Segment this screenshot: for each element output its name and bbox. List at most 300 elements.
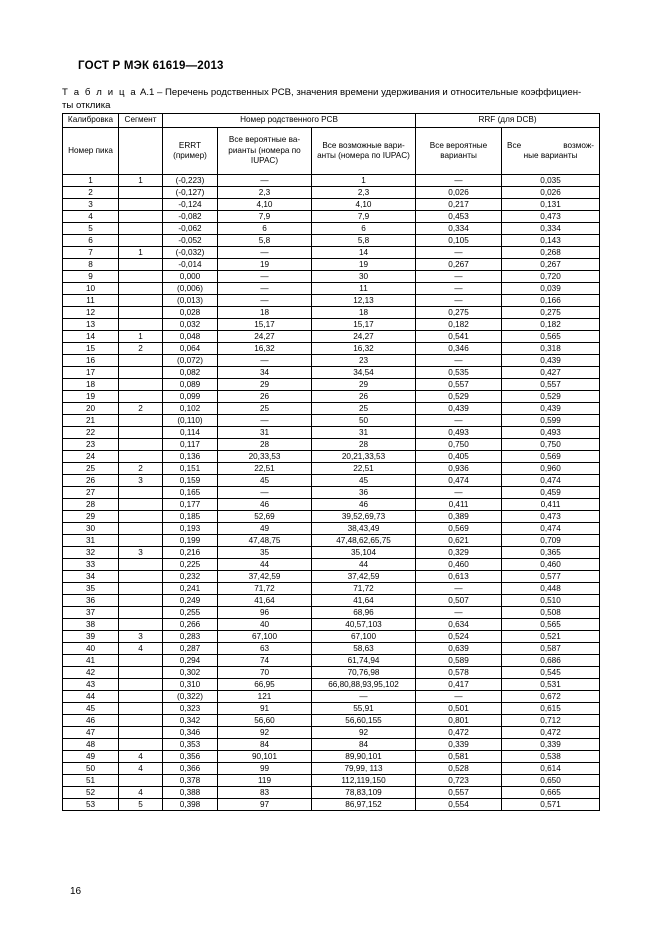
cell-all-rrf: 0,531 <box>502 679 600 691</box>
cell-probable-rrf: — <box>416 607 502 619</box>
table-row <box>63 463 600 475</box>
cell-errt: 0,099 <box>163 391 218 403</box>
cell-segment: 1 <box>119 175 163 187</box>
cell-probable-iupac: 90,101 <box>218 751 312 763</box>
cell-all-iupac: 26 <box>312 391 416 403</box>
cell-peak-no: 48 <box>63 739 119 751</box>
cell-segment <box>119 379 163 391</box>
cell-peak-no: 16 <box>63 355 119 367</box>
cell-errt: 0,177 <box>163 499 218 511</box>
header-errt-title: ERRT <box>178 140 202 150</box>
cell-segment <box>119 451 163 463</box>
cell-probable-rrf: 0,557 <box>416 787 502 799</box>
cell-probable-rrf: 0,217 <box>416 199 502 211</box>
cell-all-iupac: 12,13 <box>312 295 416 307</box>
cell-errt: 0,165 <box>163 487 218 499</box>
cell-all-rrf: 0,474 <box>502 523 600 535</box>
cell-probable-iupac: — <box>218 415 312 427</box>
cell-probable-iupac: 41,64 <box>218 595 312 607</box>
cell-peak-no: 39 <box>63 631 119 643</box>
header-rrf: RRF (для DCB) <box>416 114 600 128</box>
cell-probable-rrf: 0,750 <box>416 439 502 451</box>
cell-probable-iupac: 18 <box>218 307 312 319</box>
cell-probable-iupac: 34 <box>218 367 312 379</box>
cell-all-iupac: 67,100 <box>312 631 416 643</box>
cell-probable-iupac: — <box>218 175 312 187</box>
cell-peak-no: 38 <box>63 619 119 631</box>
cell-probable-rrf: — <box>416 415 502 427</box>
cell-probable-iupac: 56,60 <box>218 715 312 727</box>
header-segment-blank <box>119 128 163 175</box>
table-sub-header-row <box>63 128 600 175</box>
cell-probable-rrf: 0,507 <box>416 595 502 607</box>
cell-peak-no: 32 <box>63 547 119 559</box>
cell-probable-iupac: 97 <box>218 799 312 811</box>
cell-errt: 0,398 <box>163 799 218 811</box>
table-row <box>63 619 600 631</box>
cell-peak-no: 4 <box>63 211 119 223</box>
cell-errt: -0,014 <box>163 259 218 271</box>
cell-all-iupac: 71,72 <box>312 583 416 595</box>
cell-all-iupac: 16,32 <box>312 343 416 355</box>
cell-all-rrf: 0,334 <box>502 223 600 235</box>
cell-all-iupac: 46 <box>312 499 416 511</box>
table-row <box>63 487 600 499</box>
cell-segment <box>119 307 163 319</box>
table-row <box>63 655 600 667</box>
cell-probable-rrf: — <box>416 283 502 295</box>
cell-peak-no: 21 <box>63 415 119 427</box>
cell-probable-iupac: — <box>218 295 312 307</box>
cell-probable-rrf: 0,578 <box>416 667 502 679</box>
cell-all-rrf: 0,039 <box>502 283 600 295</box>
cell-segment <box>119 679 163 691</box>
cell-segment <box>119 235 163 247</box>
cell-probable-iupac: — <box>218 355 312 367</box>
cell-all-rrf: 0,521 <box>502 631 600 643</box>
table-body <box>63 175 600 811</box>
cell-probable-iupac: — <box>218 487 312 499</box>
cell-errt: (0,006) <box>163 283 218 295</box>
cell-all-rrf: 0,318 <box>502 343 600 355</box>
table-row <box>63 391 600 403</box>
table-row <box>63 667 600 679</box>
cell-probable-iupac: 91 <box>218 703 312 715</box>
cell-all-rrf: 0,665 <box>502 787 600 799</box>
cell-peak-no: 40 <box>63 643 119 655</box>
table-row <box>63 787 600 799</box>
cell-all-iupac: 39,52,69,73 <box>312 511 416 523</box>
cell-all-iupac: 79,99, 113 <box>312 763 416 775</box>
header-probable-rrf: Все вероятные варианты <box>416 128 502 175</box>
cell-probable-rrf: 0,026 <box>416 187 502 199</box>
cell-all-iupac: — <box>312 691 416 703</box>
cell-segment <box>119 415 163 427</box>
table-row <box>63 223 600 235</box>
cell-peak-no: 53 <box>63 799 119 811</box>
cell-all-rrf: 0,510 <box>502 595 600 607</box>
cell-probable-rrf: — <box>416 691 502 703</box>
table-row <box>63 559 600 571</box>
cell-segment <box>119 727 163 739</box>
page-number: 16 <box>70 886 82 897</box>
cell-segment <box>119 187 163 199</box>
cell-errt: 0,064 <box>163 343 218 355</box>
cell-probable-iupac: 45 <box>218 475 312 487</box>
cell-segment <box>119 499 163 511</box>
cell-errt: 0,294 <box>163 655 218 667</box>
cell-peak-no: 51 <box>63 775 119 787</box>
cell-segment <box>119 715 163 727</box>
cell-probable-iupac: 31 <box>218 427 312 439</box>
cell-errt: -0,082 <box>163 211 218 223</box>
cell-all-rrf: 0,960 <box>502 463 600 475</box>
table-row <box>63 283 600 295</box>
table-row <box>63 475 600 487</box>
cell-all-rrf: 0,035 <box>502 175 600 187</box>
cell-probable-rrf: — <box>416 487 502 499</box>
cell-all-rrf: 0,473 <box>502 211 600 223</box>
cell-peak-no: 29 <box>63 511 119 523</box>
cell-probable-rrf: 0,334 <box>416 223 502 235</box>
cell-all-iupac: 14 <box>312 247 416 259</box>
cell-all-rrf: 0,709 <box>502 535 600 547</box>
table-row <box>63 211 600 223</box>
cell-all-iupac: 66,80,88,93,95,102 <box>312 679 416 691</box>
cell-all-rrf: 0,529 <box>502 391 600 403</box>
cell-errt: (-0,032) <box>163 247 218 259</box>
cell-probable-rrf: 0,439 <box>416 403 502 415</box>
table-row <box>63 271 600 283</box>
cell-errt: 0,185 <box>163 511 218 523</box>
cell-all-rrf: 0,143 <box>502 235 600 247</box>
cell-all-iupac: 112,119,150 <box>312 775 416 787</box>
table-row <box>63 571 600 583</box>
table-row <box>63 799 600 811</box>
cell-segment: 5 <box>119 799 163 811</box>
header-all-iupac: Все возможные вари-анты (номера по IUPAC) <box>312 128 416 175</box>
table-row <box>63 703 600 715</box>
cell-all-rrf: 0,538 <box>502 751 600 763</box>
cell-probable-rrf: 0,621 <box>416 535 502 547</box>
cell-segment <box>119 703 163 715</box>
cell-probable-rrf: — <box>416 271 502 283</box>
cell-segment: 3 <box>119 547 163 559</box>
cell-probable-rrf: — <box>416 247 502 259</box>
cell-all-iupac: 15,17 <box>312 319 416 331</box>
cell-segment <box>119 523 163 535</box>
cell-probable-iupac: 67,100 <box>218 631 312 643</box>
table-row <box>63 319 600 331</box>
table-row <box>63 631 600 643</box>
cell-segment <box>119 355 163 367</box>
cell-probable-rrf: 0,267 <box>416 259 502 271</box>
cell-segment <box>119 511 163 523</box>
cell-probable-iupac: 37,42,59 <box>218 571 312 583</box>
table-caption-label: А.1 – Перечень родственных РСВ, значения времени удерживания и относительные коэффициен- <box>139 87 582 98</box>
cell-probable-iupac: — <box>218 271 312 283</box>
table-row <box>63 331 600 343</box>
cell-probable-rrf: 0,472 <box>416 727 502 739</box>
cell-segment: 2 <box>119 403 163 415</box>
header-all-rrf-c: ные варианты <box>523 151 578 160</box>
cell-peak-no: 6 <box>63 235 119 247</box>
cell-all-rrf: 0,182 <box>502 319 600 331</box>
cell-all-rrf: 0,587 <box>502 643 600 655</box>
cell-all-iupac: 55,91 <box>312 703 416 715</box>
cell-errt: (-0,223) <box>163 175 218 187</box>
cell-all-rrf: 0,565 <box>502 331 600 343</box>
table-row <box>63 343 600 355</box>
cell-peak-no: 52 <box>63 787 119 799</box>
cell-all-iupac: 58,63 <box>312 643 416 655</box>
cell-all-iupac: 23 <box>312 355 416 367</box>
cell-segment: 4 <box>119 751 163 763</box>
cell-all-rrf: 0,459 <box>502 487 600 499</box>
cell-peak-no: 26 <box>63 475 119 487</box>
cell-probable-rrf: — <box>416 175 502 187</box>
cell-all-rrf: 0,508 <box>502 607 600 619</box>
cell-peak-no: 23 <box>63 439 119 451</box>
cell-probable-iupac: 7,9 <box>218 211 312 223</box>
table-row <box>63 415 600 427</box>
cell-probable-rrf: 0,275 <box>416 307 502 319</box>
cell-errt: -0,124 <box>163 199 218 211</box>
cell-all-iupac: 40,57,103 <box>312 619 416 631</box>
cell-all-iupac: 78,83,109 <box>312 787 416 799</box>
table-row <box>63 247 600 259</box>
cell-peak-no: 20 <box>63 403 119 415</box>
cell-probable-iupac: 15,17 <box>218 319 312 331</box>
cell-all-rrf: 0,267 <box>502 259 600 271</box>
cell-all-iupac: 6 <box>312 223 416 235</box>
cell-probable-rrf: 0,417 <box>416 679 502 691</box>
cell-all-iupac: 25 <box>312 403 416 415</box>
cell-errt: 0,366 <box>163 763 218 775</box>
cell-segment <box>119 619 163 631</box>
cell-all-rrf: 0,557 <box>502 379 600 391</box>
cell-peak-no: 13 <box>63 319 119 331</box>
cell-segment <box>119 319 163 331</box>
cell-probable-rrf: — <box>416 295 502 307</box>
cell-probable-rrf: 0,529 <box>416 391 502 403</box>
table-row <box>63 715 600 727</box>
document-standard-header: ГОСТ Р МЭК 61619—2013 <box>78 60 224 72</box>
cell-probable-iupac: 92 <box>218 727 312 739</box>
table-caption <box>62 86 602 112</box>
cell-probable-rrf: 0,639 <box>416 643 502 655</box>
cell-all-rrf: 0,577 <box>502 571 600 583</box>
cell-errt: 0,249 <box>163 595 218 607</box>
cell-errt: -0,062 <box>163 223 218 235</box>
cell-all-iupac: 37,42,59 <box>312 571 416 583</box>
cell-probable-iupac: 119 <box>218 775 312 787</box>
cell-errt: (0,013) <box>163 295 218 307</box>
cell-peak-no: 37 <box>63 607 119 619</box>
cell-peak-no: 30 <box>63 523 119 535</box>
cell-probable-iupac: 24,27 <box>218 331 312 343</box>
table-row <box>63 547 600 559</box>
cell-all-iupac: 34,54 <box>312 367 416 379</box>
table-row <box>63 403 600 415</box>
cell-all-rrf: 0,615 <box>502 703 600 715</box>
table-row <box>63 643 600 655</box>
cell-peak-no: 24 <box>63 451 119 463</box>
cell-all-rrf: 0,614 <box>502 763 600 775</box>
cell-all-rrf: 0,460 <box>502 559 600 571</box>
cell-peak-no: 50 <box>63 763 119 775</box>
table-row <box>63 679 600 691</box>
cell-probable-rrf: 0,346 <box>416 343 502 355</box>
cell-segment <box>119 259 163 271</box>
cell-peak-no: 2 <box>63 187 119 199</box>
cell-all-rrf: 0,599 <box>502 415 600 427</box>
header-probable-iupac: Все вероятные ва-рианты (номера по IUPAC) <box>218 128 312 175</box>
table-row <box>63 379 600 391</box>
header-segment: Сегмент <box>119 114 163 128</box>
table-caption-line2: ты отклика <box>62 100 111 111</box>
cell-all-iupac: 47,48,62,65,75 <box>312 535 416 547</box>
cell-peak-no: 12 <box>63 307 119 319</box>
cell-segment <box>119 211 163 223</box>
cell-all-iupac: 45 <box>312 475 416 487</box>
cell-segment <box>119 283 163 295</box>
cell-all-iupac: 11 <box>312 283 416 295</box>
header-all-rrf-a: Все <box>507 140 522 150</box>
cell-errt: (0,322) <box>163 691 218 703</box>
table-caption-prefix: Т а б л и ц а <box>62 87 138 98</box>
cell-probable-rrf: 0,339 <box>416 739 502 751</box>
cell-probable-rrf: 0,405 <box>416 451 502 463</box>
cell-all-rrf: 0,268 <box>502 247 600 259</box>
cell-probable-rrf: 0,528 <box>416 763 502 775</box>
cell-peak-no: 44 <box>63 691 119 703</box>
cell-errt: 0,302 <box>163 667 218 679</box>
cell-errt: 0,378 <box>163 775 218 787</box>
cell-probable-rrf: 0,936 <box>416 463 502 475</box>
cell-probable-iupac: 2,3 <box>218 187 312 199</box>
cell-segment <box>119 391 163 403</box>
cell-all-rrf: 0,439 <box>502 403 600 415</box>
cell-all-iupac: 24,27 <box>312 331 416 343</box>
table-row <box>63 307 600 319</box>
cell-peak-no: 18 <box>63 379 119 391</box>
table-row <box>63 607 600 619</box>
cell-probable-iupac: 70 <box>218 667 312 679</box>
cell-peak-no: 1 <box>63 175 119 187</box>
cell-errt: 0,216 <box>163 547 218 559</box>
cell-errt: 0,342 <box>163 715 218 727</box>
cell-segment <box>119 571 163 583</box>
cell-segment <box>119 439 163 451</box>
cell-peak-no: 36 <box>63 595 119 607</box>
cell-peak-no: 7 <box>63 247 119 259</box>
cell-all-rrf: 0,569 <box>502 451 600 463</box>
cell-all-iupac: 30 <box>312 271 416 283</box>
cell-probable-iupac: 63 <box>218 643 312 655</box>
cell-probable-rrf: 0,541 <box>416 331 502 343</box>
cell-peak-no: 5 <box>63 223 119 235</box>
cell-probable-rrf: 0,474 <box>416 475 502 487</box>
cell-segment: 3 <box>119 475 163 487</box>
cell-all-iupac: 44 <box>312 559 416 571</box>
table-row <box>63 535 600 547</box>
cell-peak-no: 49 <box>63 751 119 763</box>
cell-errt: 0,028 <box>163 307 218 319</box>
cell-all-iupac: 41,64 <box>312 595 416 607</box>
table-row <box>63 595 600 607</box>
cell-all-iupac: 5,8 <box>312 235 416 247</box>
cell-probable-rrf: 0,524 <box>416 631 502 643</box>
cell-all-iupac: 28 <box>312 439 416 451</box>
cell-peak-no: 41 <box>63 655 119 667</box>
cell-probable-iupac: 96 <box>218 607 312 619</box>
cell-all-rrf: 0,474 <box>502 475 600 487</box>
table-row <box>63 511 600 523</box>
table-row <box>63 763 600 775</box>
cell-all-rrf: 0,448 <box>502 583 600 595</box>
cell-all-rrf: 0,131 <box>502 199 600 211</box>
cell-segment: 1 <box>119 247 163 259</box>
cell-probable-rrf: 0,589 <box>416 655 502 667</box>
cell-all-iupac: 31 <box>312 427 416 439</box>
cell-segment <box>119 583 163 595</box>
table-row <box>63 499 600 511</box>
cell-segment: 3 <box>119 631 163 643</box>
cell-errt: (0,110) <box>163 415 218 427</box>
cell-probable-iupac: — <box>218 247 312 259</box>
cell-errt: 0,241 <box>163 583 218 595</box>
cell-probable-iupac: 5,8 <box>218 235 312 247</box>
cell-errt: 0,199 <box>163 535 218 547</box>
cell-probable-iupac: 99 <box>218 763 312 775</box>
cell-all-iupac: 70,76,98 <box>312 667 416 679</box>
cell-all-rrf: 0,365 <box>502 547 600 559</box>
cell-segment <box>119 367 163 379</box>
cell-peak-no: 15 <box>63 343 119 355</box>
cell-probable-rrf: 0,554 <box>416 799 502 811</box>
table-row <box>63 451 600 463</box>
cell-all-iupac: 19 <box>312 259 416 271</box>
cell-probable-rrf: 0,557 <box>416 379 502 391</box>
table-row <box>63 367 600 379</box>
cell-probable-iupac: 121 <box>218 691 312 703</box>
cell-segment <box>119 667 163 679</box>
table-row <box>63 739 600 751</box>
cell-errt: 0,323 <box>163 703 218 715</box>
cell-probable-rrf: — <box>416 583 502 595</box>
cell-probable-iupac: 29 <box>218 379 312 391</box>
cell-probable-rrf: 0,723 <box>416 775 502 787</box>
cell-peak-no: 9 <box>63 271 119 283</box>
cell-probable-iupac: 16,32 <box>218 343 312 355</box>
cell-probable-rrf: 0,581 <box>416 751 502 763</box>
cell-segment <box>119 295 163 307</box>
cell-errt: 0,346 <box>163 727 218 739</box>
cell-all-rrf: 0,650 <box>502 775 600 787</box>
cell-probable-iupac: 35 <box>218 547 312 559</box>
header-calibration: Калибровка <box>63 114 119 128</box>
cell-all-iupac: 29 <box>312 379 416 391</box>
cell-all-rrf: 0,411 <box>502 499 600 511</box>
header-errt <box>163 128 218 175</box>
cell-segment <box>119 487 163 499</box>
cell-probable-iupac: 83 <box>218 787 312 799</box>
cell-all-iupac: 36 <box>312 487 416 499</box>
table-row <box>63 187 600 199</box>
cell-probable-iupac: 71,72 <box>218 583 312 595</box>
cell-errt: 0,356 <box>163 751 218 763</box>
